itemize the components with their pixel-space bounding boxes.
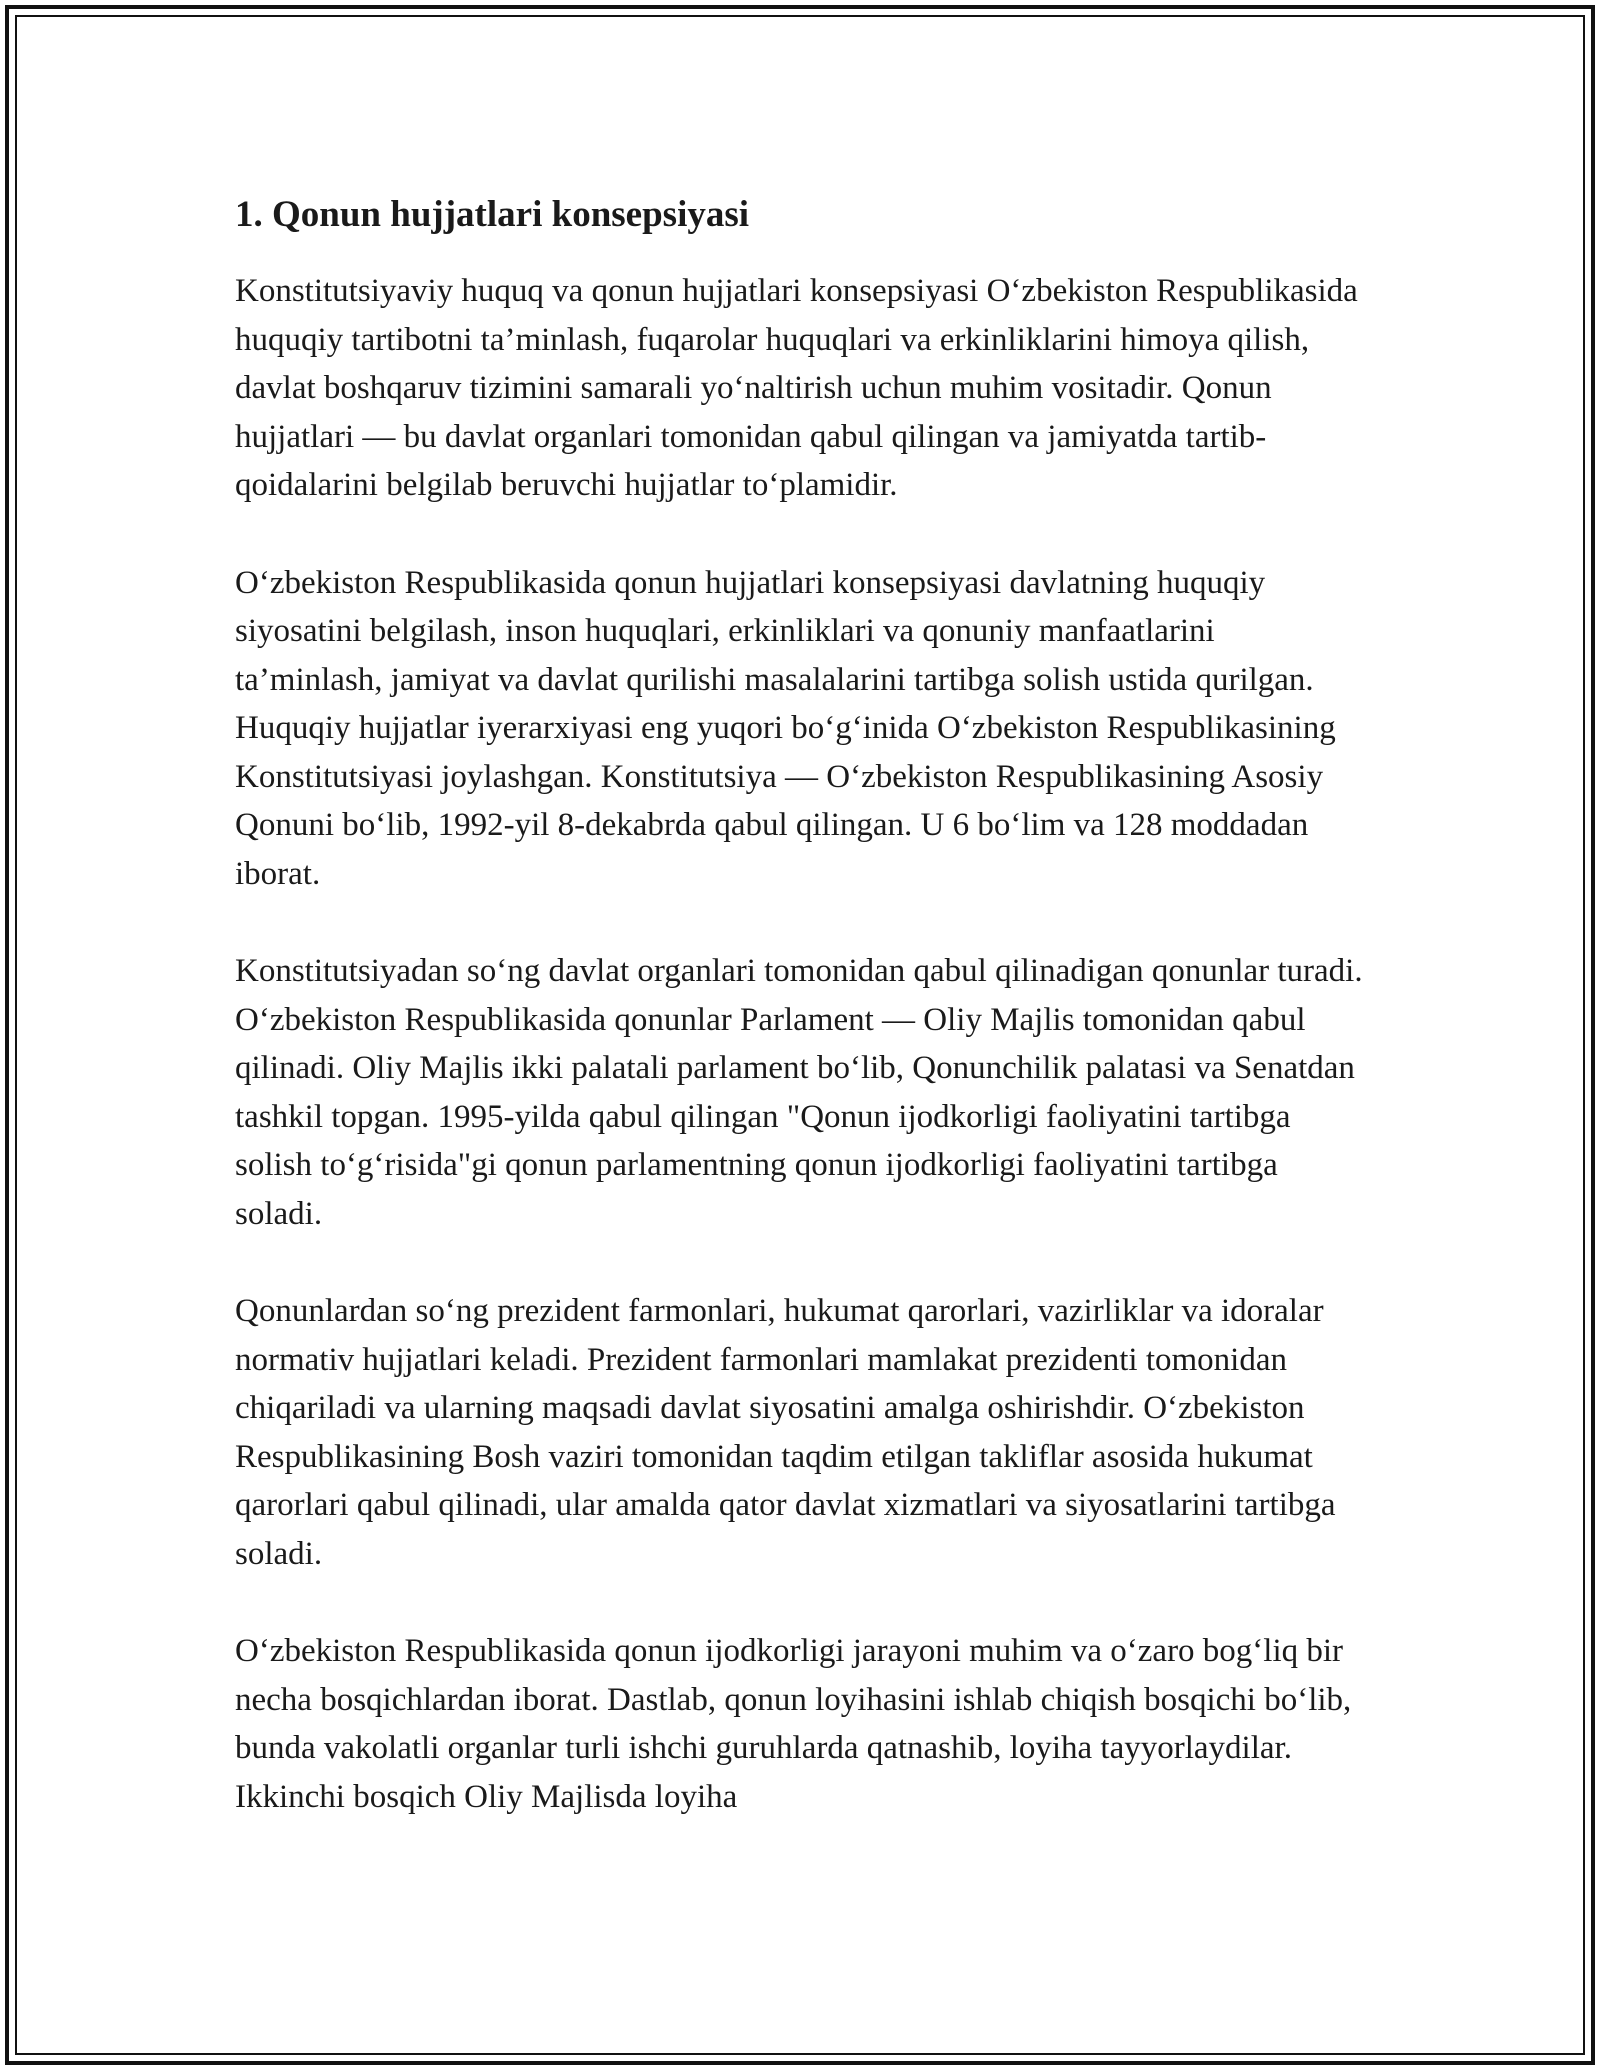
section-heading: 1. Qonun hujjatlari konsepsiyasi [235,194,750,235]
paragraph-4: Qonunlardan so‘ng prezident farmonlari, hukumat qarorlari, vazirliklar va idoralar normativ hujjatlari keladi. Prezident farmonlari mamlakat prezidenti tomonidan chiqariladi va ularning maqsadi davlat siyosatini amalga oshirishdir. O‘zbekiston Respublikasining Bosh vaziri tomonidan taqdim etilgan takliflar asosida hukumat qarorlari qabul qilinadi, ular amalda qator davlat xizmatlari va siyosatlarini tartibga soladi. [235,1293,1336,1572]
paragraph-3: Konstitutsiyadan so‘ng davlat organlari tomonidan qabul qilinadigan qonunlar turadi. O‘zbekiston Respublikasida qonunlar Parlament — Oliy Majlis tomonidan qabul qilinadi. Oliy Majlis ikki palatali parlament bo‘lib, Qonunchilik palatasi va Senatdan tashkil topgan. 1995-yilda qabul qilingan "Qonun ijodkorligi faoliyatini tartibga solish to‘g‘risida"gi qonun parlamentning qonun ijodkorligi faoliyatini tartibga soladi. [235,953,1363,1232]
paragraph-5: O‘zbekiston Respublikasida qonun ijodkorligi jarayoni muhim va o‘zaro bog‘liq bir necha bosqichlardan iborat. Dastlab, qonun loyihasini ishlab chiqish bosqichi bo‘lib, bunda vakolatli organlar turli ishchi guruhlarda qatnashib, loyiha tayyorlaydilar. Ikkinchi bosqich Oliy Majlisda loyiha [235,1633,1352,1815]
paragraph-1: Konstitutsiyaviy huquq va qonun hujjatlari konsepsiyasi O‘zbekiston Respublikasida huquqiy tartibotni ta’minlash, fuqarolar huquqlari va erkinliklarini himoya qilish, davlat boshqaruv tizimini samarali yo‘naltirish uchun muhim vositadir. Qonun hujjatlari — bu davlat organlari tomonidan qabul qilingan va jamiyatda tartib-qoidalarini belgilab beruvchi hujjatlar to‘plamidir. [235,273,1358,503]
paragraph-2: O‘zbekiston Respublikasida qonun hujjatlari konsepsiyasi davlatning huquqiy siyosatini belgilash, inson huquqlari, erkinliklari va qonuniy manfaatlarini ta’minlash, jamiyat va davlat qurilishi masalalarini tartibga solish ustida qurilgan. Huquqiy hujjatlar iyerarxiyasi eng yuqori bo‘g‘inida O‘zbekiston Respublikasining Konstitutsiyasi joylashgan. Konstitutsiya — O‘zbekiston Respublikasining Asosiy Qonuni bo‘lib, 1992-yil 8-dekabrda qabul qilingan. U 6 bo‘lim va 128 moddadan iborat. [235,564,1336,892]
document-body [235,185,1370,1870]
